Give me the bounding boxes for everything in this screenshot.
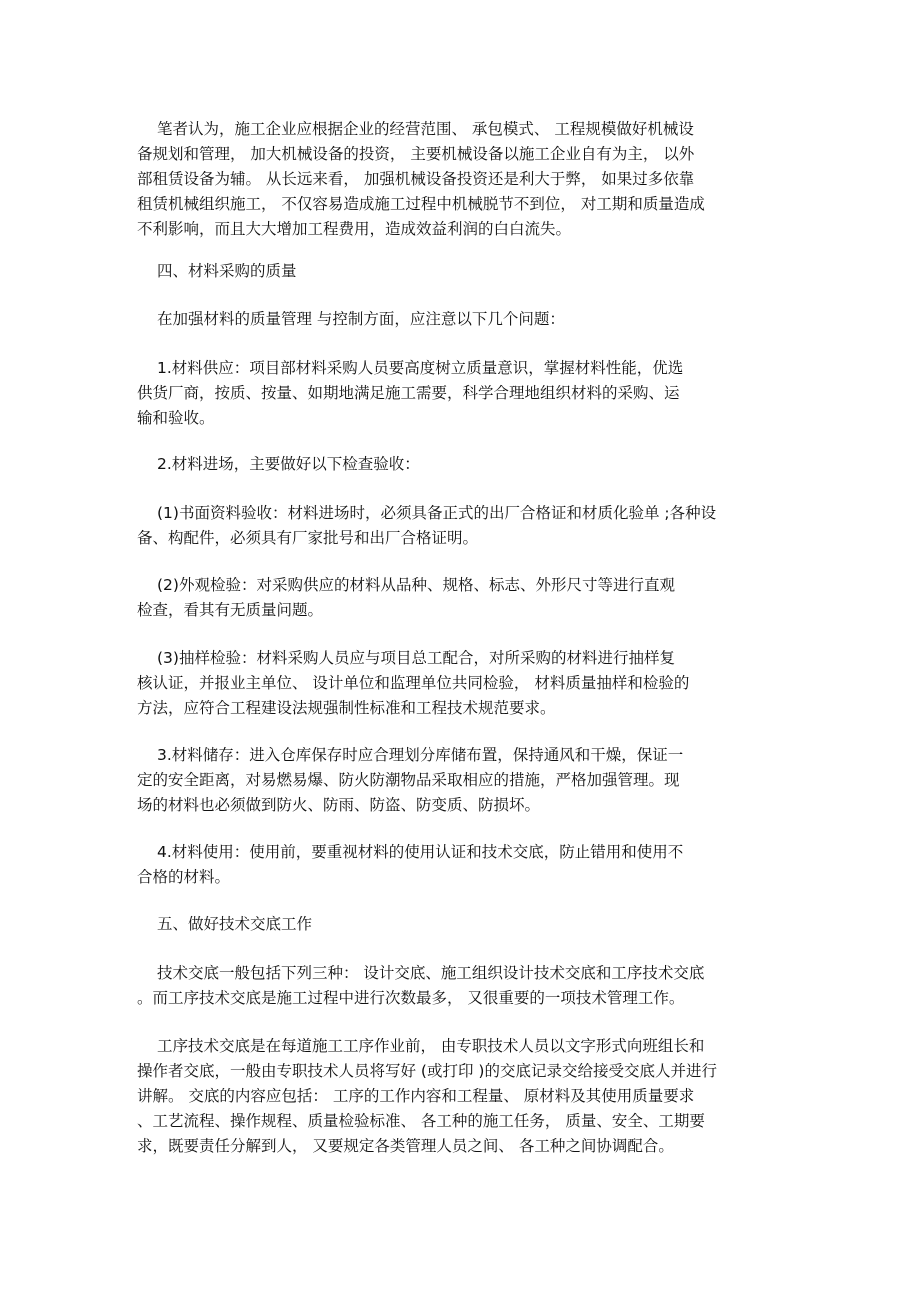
text-line: 求，既要责任分解到人， 又要规定各类管理人员之间、 各工种之间协调配合。 [137, 1137, 674, 1155]
text-line: 定的安全距离，对易燃易爆、防火防潮物品采取相应的措施，严格加强管理。现 [137, 771, 680, 789]
text-line: 合格的材料。 [137, 868, 231, 886]
text-line: 备、构配件，必须具有厂家批号和出厂合格证明。 [137, 529, 479, 547]
text-line: 2.材料进场，主要做好以下检查验收： [157, 455, 420, 473]
text-line: 核认证，并报业主单位、 设计单位和监理单位共同检验， 材料质量抽样和检验的 [137, 674, 690, 692]
text-line: 3.材料储存：进入仓库保存时应合理划分库储布置，保持通风和干燥，保证一 [157, 746, 684, 764]
text-line: 部租赁设备为辅。 从长远来看， 加强机械设备投资还是利大于弊， 如果过多依靠 [137, 170, 695, 188]
text-line: 不利影响，而且大大增加工程费用，造成效益利润的白白流失。 [137, 220, 572, 238]
text-line: 输和验收。 [137, 409, 215, 427]
text-line: (1)书面资料验收：材料进场时，必须具备正式的出厂合格证和材质化验单 ;各种设 [157, 504, 717, 522]
paragraph-material-supply [137, 356, 797, 431]
text-line: 供货厂商，按质、按量、如期地满足施工需要，科学合理地组织材料的采购、运 [137, 384, 680, 402]
text-line: 4.材料使用：使用前，要重视材料的使用认证和技术交底，防止错用和使用不 [157, 843, 684, 861]
paragraph-sampling-check [137, 646, 797, 721]
text-line: 讲解。 交底的内容应包括： 工序的工作内容和工程量、 原材料及其使用质量要求 [137, 1087, 695, 1105]
section-heading-technical-briefing [137, 912, 797, 937]
text-line: (2)外观检验：对采购供应的材料从品种、规格、标志、外形尺寸等进行直观 [157, 576, 675, 594]
section-heading: 四、材料采购的质量 [157, 262, 297, 280]
paragraph-material-storage [137, 743, 797, 818]
text-line: 1.材料供应：项目部材料采购人员要高度树立质量意识，掌握材料性能，优选 [157, 359, 684, 377]
paragraph-visual-check [137, 573, 797, 623]
paragraph-document-check [137, 501, 797, 551]
section-heading-material-procurement [137, 259, 797, 284]
text-line: (3)抽样检验：材料采购人员应与项目总工配合，对所采购的材料进行抽样复 [157, 649, 675, 667]
text-line: 操作者交底，一般由专职技术人员将写好 (或打印 )的交底记录交给接受交底人并进行 [137, 1062, 717, 1080]
paragraph-material-entry [137, 452, 797, 477]
text-line: 技术交底一般包括下列三种： 设计交底、施工组织设计技术交底和工序技术交底 [157, 964, 705, 982]
paragraph-material-usage [137, 840, 797, 890]
text-line: 租赁机械组织施工， 不仅容易造成施工过程中机械脱节不到位， 对工期和质量造成 [137, 195, 705, 213]
paragraph-material-intro [137, 307, 797, 332]
paragraph-process-briefing [137, 1034, 797, 1159]
text-line: 场的材料也必须做到防火、防雨、防盗、防变质、防损坏。 [137, 796, 541, 814]
text-line: 检查，看其有无质量问题。 [137, 601, 324, 619]
paragraph-briefing-types [137, 961, 797, 1011]
text-line: 。而工序技术交底是施工过程中进行次数最多， 又很重要的一项技术管理工作。 [137, 989, 685, 1007]
text-line: 工序技术交底是在每道施工工序作业前， 由专职技术人员以文字形式向班组长和 [157, 1037, 705, 1055]
text-line: 方法，应符合工程建设法规强制性标准和工程技术规范要求。 [137, 699, 556, 717]
text-line: 、工艺流程、操作规程、质量检验标准、 各工种的施工任务， 质量、安全、工期要 [137, 1112, 705, 1130]
paragraph-machinery-planning [137, 117, 797, 242]
text-line: 在加强材料的质量管理 与控制方面，应注意以下几个问题： [157, 310, 565, 328]
section-heading: 五、做好技术交底工作 [157, 915, 313, 933]
text-line: 备规划和管理， 加大机械设备的投资， 主要机械设备以施工企业自有为主， 以外 [137, 145, 695, 163]
text-line: 笔者认为，施工企业应根据企业的经营范围、 承包模式、 工程规模做好机械设 [157, 120, 694, 138]
